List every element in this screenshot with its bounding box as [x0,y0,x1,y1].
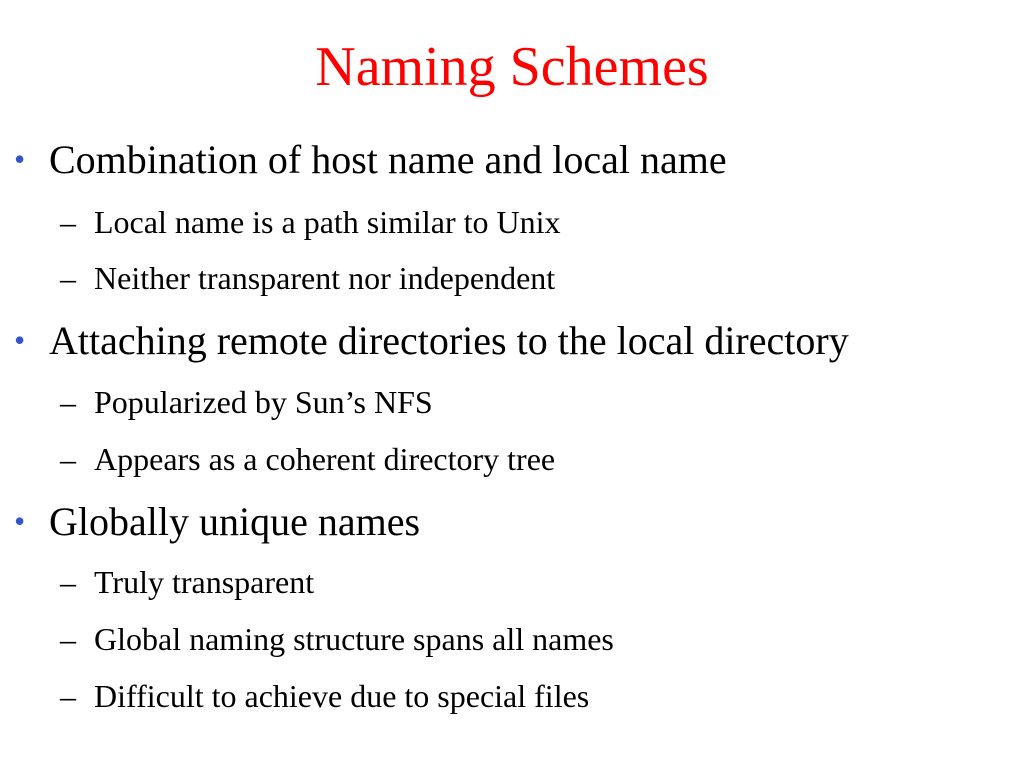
bullet-marker-icon: • [14,503,26,539]
sub-bullet-item-3-2 [60,620,614,658]
sub-bullet-item-1-1 [60,203,561,241]
dash-marker-icon: – [60,564,76,600]
dash-marker-icon: – [60,441,76,477]
dash-marker-icon: – [60,678,76,714]
sub-bullet-text-1-2: Neither transparent nor independent [94,260,556,296]
bullet-marker-icon: • [14,322,26,358]
sub-bullet-text-2-2: Appears as a coherent directory tree [94,441,556,477]
sub-bullet-text-3-1: Truly transparent [94,564,315,600]
sub-bullet-item-3-3 [60,677,589,715]
dash-marker-icon: – [60,384,76,420]
sub-bullet-text-3-3: Difficult to achieve due to special files [94,678,590,714]
bullet-item-2 [14,317,849,364]
sub-bullet-item-3-1 [60,563,314,601]
dash-marker-icon: – [60,204,76,240]
bullet-text-3: Globally unique names [49,499,421,544]
sub-bullet-item-1-2 [60,259,555,297]
sub-bullet-item-2-2 [60,440,555,478]
bullet-text-2: Attaching remote directories to the local directory [49,318,849,363]
bullet-marker-icon: • [14,141,26,177]
bullet-item-1 [14,136,727,183]
sub-bullet-text-1-1: Local name is a path similar to Unix [94,204,561,240]
dash-marker-icon: – [60,260,76,296]
sub-bullet-text-2-1: Popularized by Sun’s NFS [94,384,433,420]
dash-marker-icon: – [60,621,76,657]
sub-bullet-item-2-1 [60,383,433,421]
slide-title: Naming Schemes [315,36,709,98]
sub-bullet-text-3-2: Global naming structure spans all names [94,621,614,657]
bullet-text-1: Combination of host name and local name [49,137,727,182]
bullet-item-3 [14,498,420,545]
